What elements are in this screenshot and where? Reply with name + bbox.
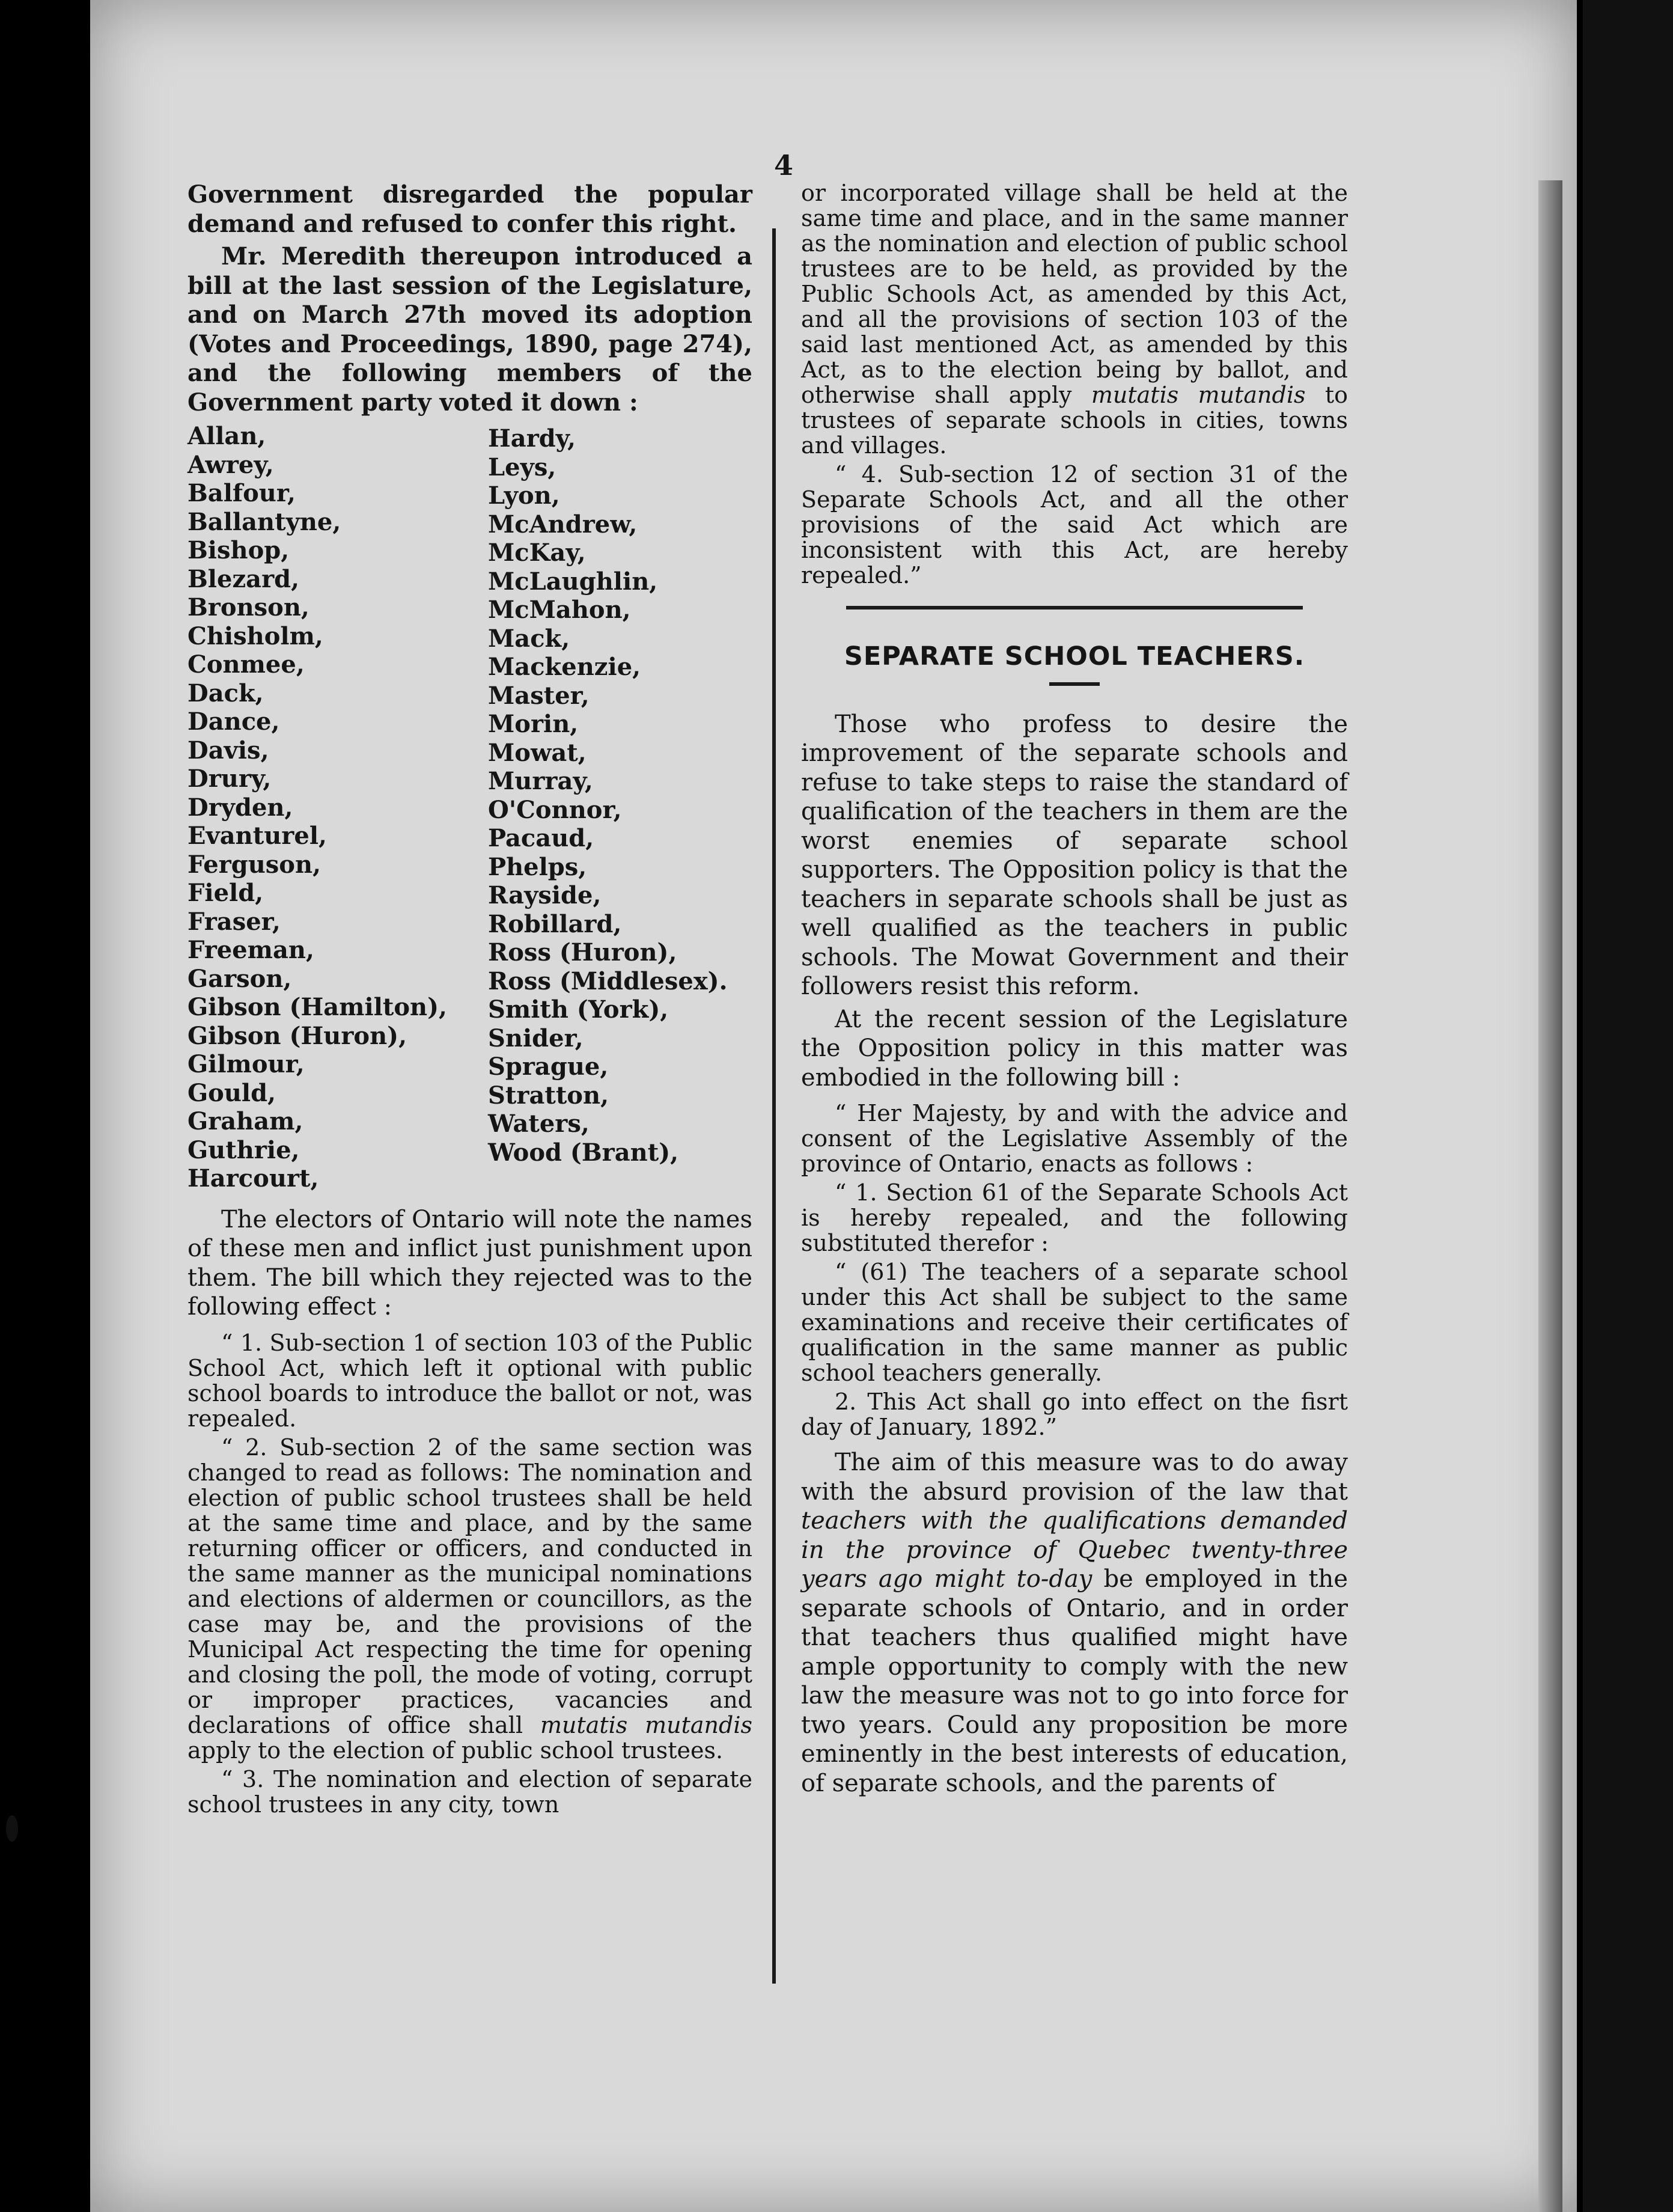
bill-clause-2-text-b: apply to the election of public school trustees. xyxy=(187,1737,724,1764)
member-name: Rayside, xyxy=(488,881,602,909)
member-name: Pacaud, xyxy=(488,824,594,852)
member-name: Leys, xyxy=(488,453,556,481)
right-paragraph-3-text-a: The aim of this measure was to do away with the absurd provision of the law that xyxy=(801,1449,1348,1506)
bill-clause-3-text-b: to trustees of separate schools in cities, towns and villages. xyxy=(801,382,1348,459)
member-name: Bishop, xyxy=(187,536,290,564)
member-name: Mackenzie, xyxy=(488,653,641,681)
member-name: Drury, xyxy=(187,765,272,793)
scan-border xyxy=(1583,0,1673,2212)
scan-speck xyxy=(6,1815,18,1842)
member-name: Hardy, xyxy=(488,424,576,453)
member-name: Smith (York), xyxy=(488,995,669,1024)
teachers-bill-clause-2: 2. This Act shall go into effect on the fisrt day of January, 1892.” xyxy=(801,1389,1348,1440)
members-list-col-1 xyxy=(187,422,488,1193)
teachers-bill-clause-1: “ 1. Section 61 of the Separate Schools Act is hereby repealed, and the following substituted therefor : xyxy=(801,1179,1348,1256)
member-name: Bronson, xyxy=(187,593,309,622)
member-name: Harcourt, xyxy=(187,1164,319,1193)
member-name: Guthrie, xyxy=(187,1135,300,1164)
members-list xyxy=(187,422,752,1193)
member-name: Awrey, xyxy=(187,450,274,479)
member-name: Gibson (Huron), xyxy=(187,1021,407,1050)
bill-clause-3-text-a: or incorporated village shall be held at the same time and place, and in the same manner as the nomination and election of public school trustees are to be held, as provided by the Public Schools Act, as amended by this Act, and all the provisions of section 103 of the said last mentioned Act, as amended by this Act, as to the election being by ballot, and otherwise shall apply xyxy=(801,180,1348,408)
teachers-bill-preamble: “ Her Majesty, by and with the advice and consent of the Legislative Assembly of the province of Ontario, enacts as follows : xyxy=(801,1100,1348,1177)
left-paragraph-2: Mr. Meredith thereupon introduced a bill at the last session of the Legislature, and on March 27th moved its adoption (Votes and Proceedings, 1890, page 274), and the following members of the Government party voted it down : xyxy=(187,242,752,417)
member-name: Mowat, xyxy=(488,738,587,767)
member-name: Snider, xyxy=(488,1024,584,1053)
member-name: Field, xyxy=(187,879,264,907)
member-name: Waters, xyxy=(488,1110,590,1138)
member-name: Ferguson, xyxy=(187,850,321,879)
right-paragraph-1: Those who profess to desire the improvement of the separate schools and refuse to take steps to raise the standard of qualification of the teachers in them are the worst enemies of separate school supporters. The Opposition policy is that the teachers in separate schools shall be just as well qualified as the teachers in public schools. The Mowat Government and their followers resist this reform. xyxy=(801,710,1348,1000)
bill-clause-3-start: “ 3. The nomination and election of separate school trustees in any city, town xyxy=(187,1765,752,1818)
member-name: Mack, xyxy=(488,624,570,653)
member-name: Dance, xyxy=(187,707,280,736)
left-paragraph-1: Government disregarded the popular demand and refused to confer this right. xyxy=(187,180,752,238)
member-name: Graham, xyxy=(187,1107,303,1135)
page-number: 4 xyxy=(774,149,794,182)
member-name: Master, xyxy=(488,681,590,710)
member-name: Fraser, xyxy=(187,907,281,936)
bill-clause-3-italic: mutatis mutandis xyxy=(1091,382,1306,408)
right-paragraph-3-text-b: be employed in the separate schools of Ontario, and in order that teachers thus qualified might have ample opportunity to comply with the new law the measure was not to go into force for two years. Could any proposition be more eminently in the best interests of education, of separate schools, and the parents of xyxy=(801,1565,1348,1797)
member-name: Gould, xyxy=(187,1078,276,1107)
member-name: Phelps, xyxy=(488,852,587,881)
member-name: McAndrew, xyxy=(488,510,638,539)
member-name: Ballantyne, xyxy=(187,507,341,536)
member-name: Garson, xyxy=(187,964,292,993)
right-paragraph-2: At the recent session of the Legislature the Opposition policy in this matter was embodied in the following bill : xyxy=(801,1005,1348,1092)
member-name: Murray, xyxy=(488,767,593,795)
right-column xyxy=(801,180,1348,1801)
bill-clause-2 xyxy=(187,1435,752,1763)
member-name: Sprague, xyxy=(488,1053,609,1081)
member-name: Gibson (Hamilton), xyxy=(187,993,447,1021)
left-column xyxy=(187,180,752,1821)
bill-clause-3-continued xyxy=(801,180,1348,458)
right-paragraph-3-italic: teachers with the qualifications demanded in the province of Quebec twenty-three years ago might to-day xyxy=(801,1507,1348,1593)
member-name: Robillard, xyxy=(488,909,622,938)
member-name: Wood (Brant), xyxy=(488,1138,679,1167)
member-name: O'Connor, xyxy=(488,795,622,824)
member-name: Blezard, xyxy=(187,564,300,593)
member-name: Ross (Middlesex). xyxy=(488,967,728,995)
member-name: Dryden, xyxy=(187,793,293,822)
member-name: McKay, xyxy=(488,539,586,567)
member-name: Davis, xyxy=(187,736,269,765)
bill-clause-4: “ 4. Sub-section 12 of section 31 of the Separate Schools Act, and all the other provisions of the said Act which are inconsistent with this Act, are hereby repealed.” xyxy=(801,461,1348,588)
member-name: Ross (Huron), xyxy=(488,938,677,967)
member-name: Balfour, xyxy=(187,479,296,507)
section-heading: SEPARATE SCHOOL TEACHERS. xyxy=(844,641,1305,671)
member-name: Dack, xyxy=(187,679,264,707)
member-name: Gilmour, xyxy=(187,1050,305,1078)
member-name: Freeman, xyxy=(187,936,314,964)
binding-shadow xyxy=(1538,180,1562,2212)
member-name: Morin, xyxy=(488,710,579,738)
teachers-bill-clause-61: “ (61) The teachers of a separate school under this Act shall be subject to the same examinations and receive their certificates of qualification in the same manner as public school teachers generally. xyxy=(801,1259,1348,1386)
members-list-col-2 xyxy=(488,422,746,1193)
heading-rule xyxy=(846,606,1303,610)
left-paragraph-3: The electors of Ontario will note the names of these men and inflict just punishment upon them. The bill which they rejected was to the following effect : xyxy=(187,1205,752,1321)
member-name: Chisholm, xyxy=(187,622,323,650)
right-paragraph-3 xyxy=(801,1448,1348,1798)
member-name: McLaughlin, xyxy=(488,567,658,596)
member-name: Evanturel, xyxy=(187,822,327,850)
bill-clause-1: “ 1. Sub-section 1 of section 103 of the Public School Act, which left it optional with public school boards to introduce the ballot or not, was repealed. xyxy=(187,1329,752,1432)
member-name: Stratton, xyxy=(488,1081,609,1110)
column-divider xyxy=(772,228,776,1984)
member-name: Conmee, xyxy=(187,650,305,679)
bill-clause-2-italic: mutatis mutandis xyxy=(540,1711,752,1738)
heading-short-rule xyxy=(1049,682,1100,686)
member-name: Lyon, xyxy=(488,481,560,510)
member-name: Allan, xyxy=(187,422,266,450)
bill-clause-2-text-a: “ 2. Sub-section 2 of the same section was changed to read as follows: The nomination and election of public school trustees shall be held at the same time and place, and by the same returning officer or officers, and conducted in the same manner as the municipal nominations and elections of aldermen or councillors, as the case may be, and the provisions of the Municipal Act respecting the time for opening and closing the poll, the mode of voting, corrupt or improper practices, vacancies and declarations of office shall xyxy=(187,1434,752,1738)
member-name: McMahon, xyxy=(488,596,631,624)
